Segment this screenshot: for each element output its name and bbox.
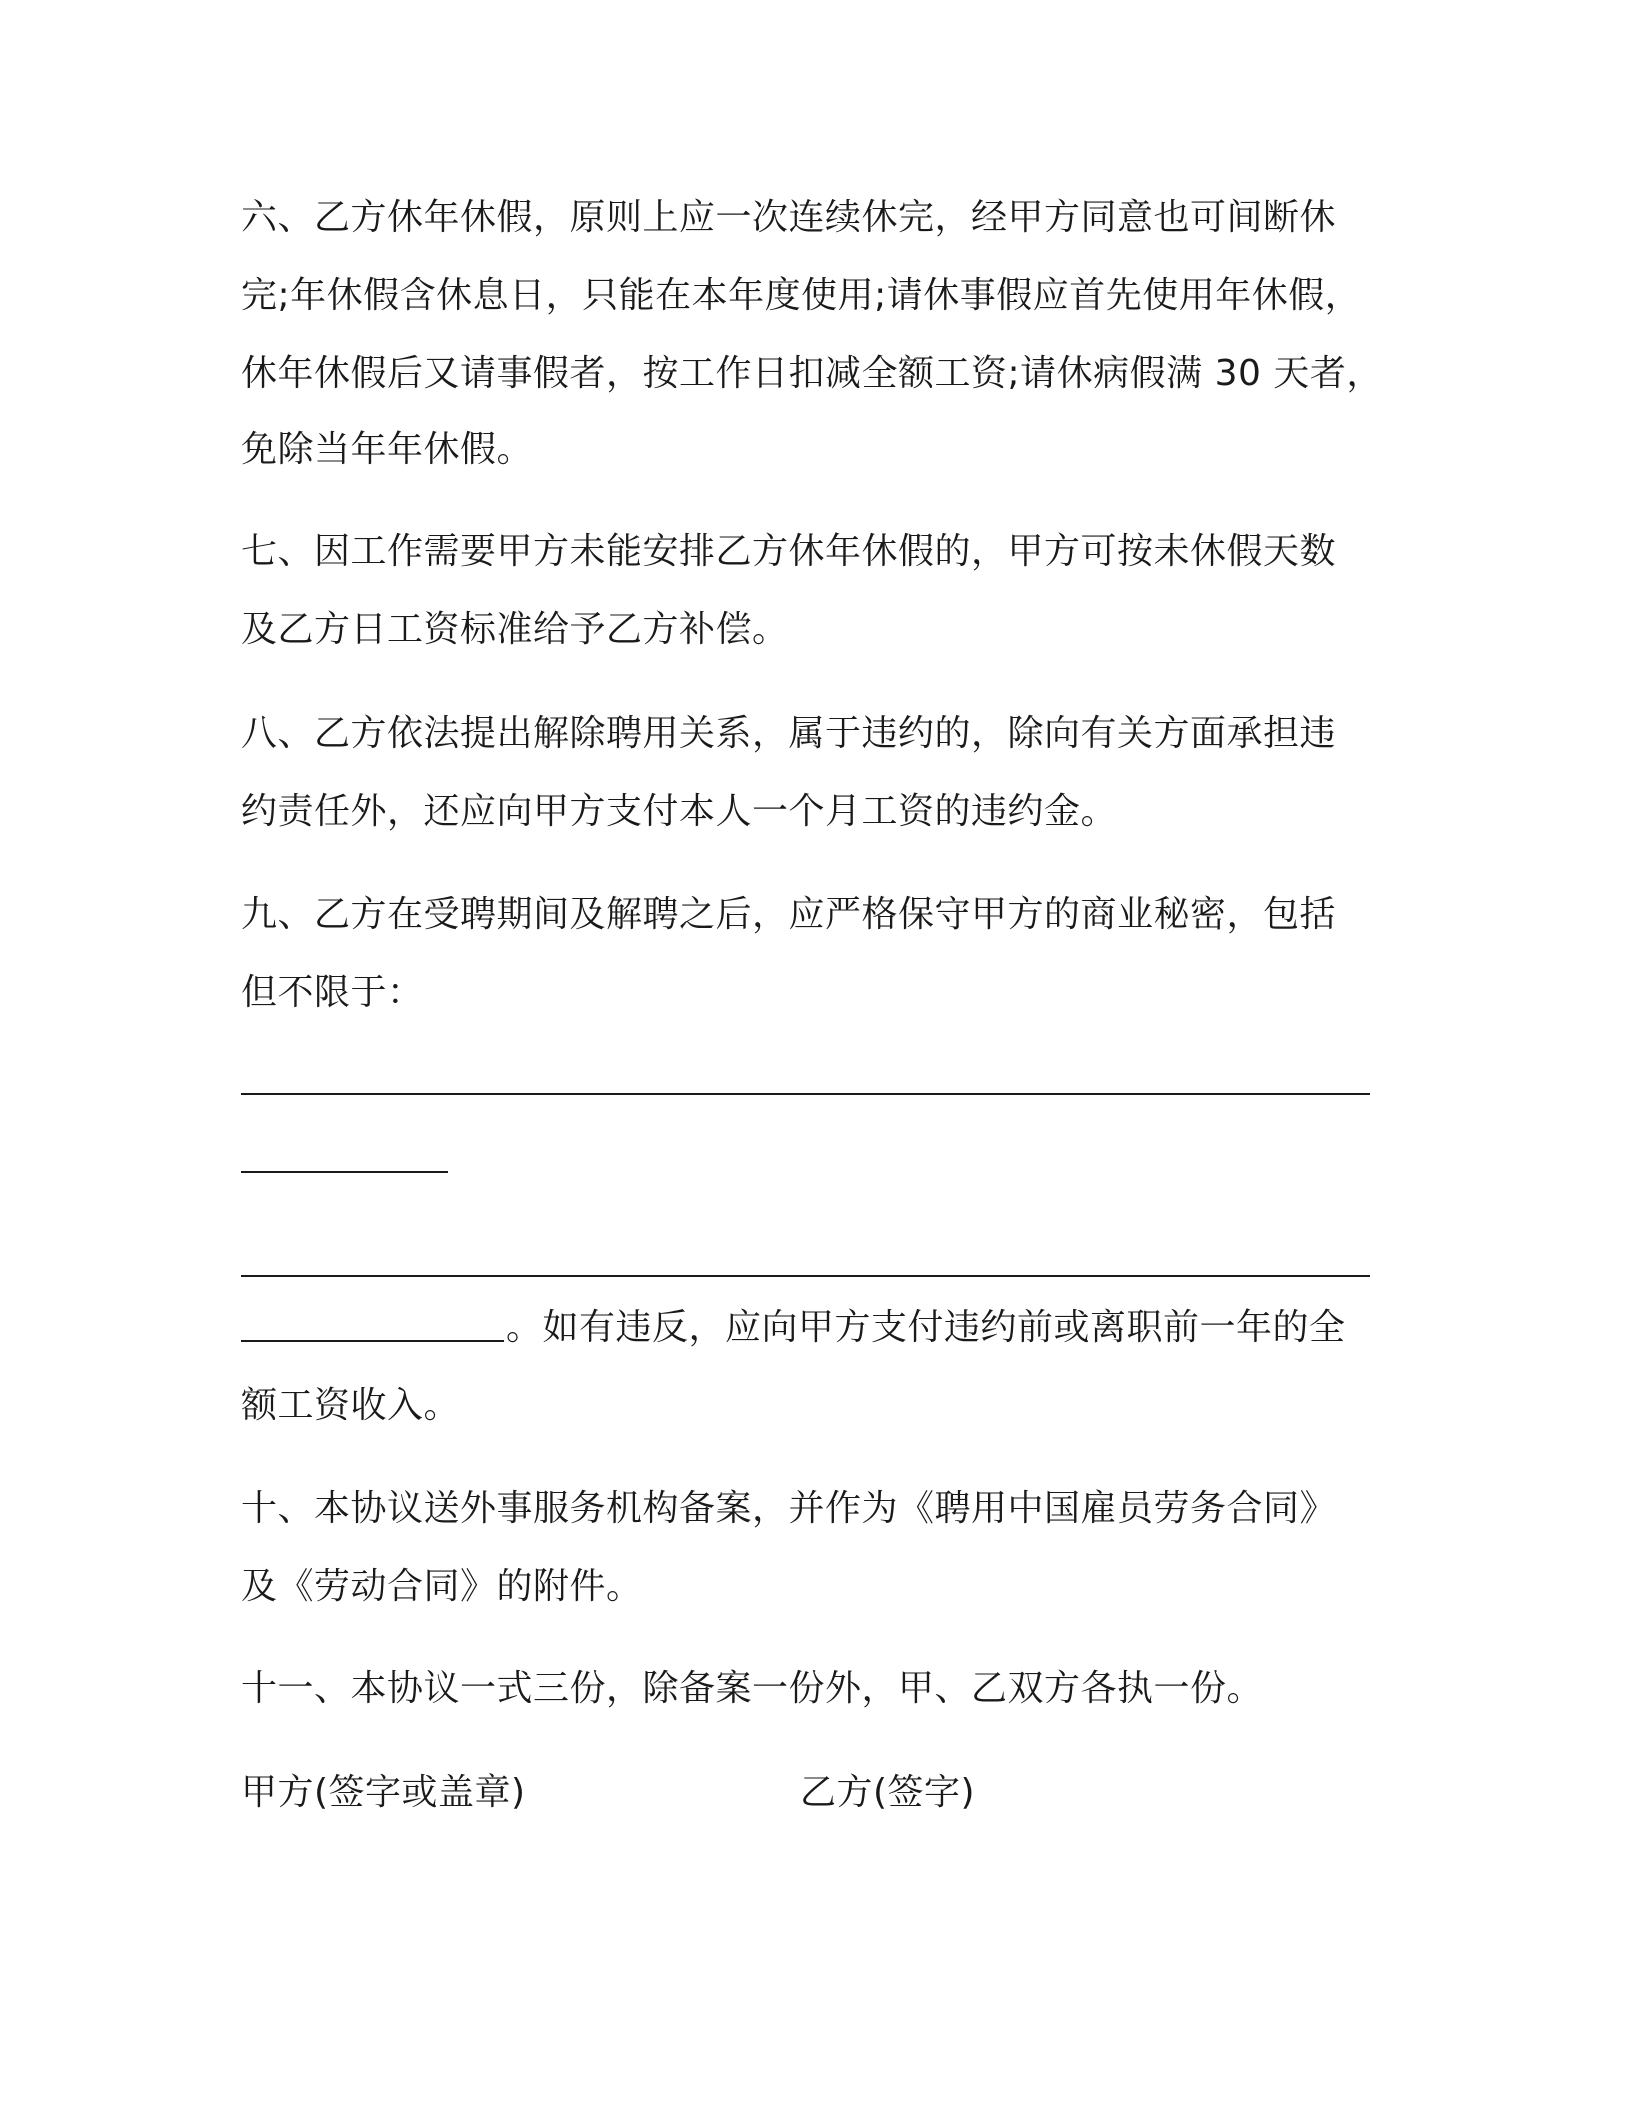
clause-eight-line-1: 八、乙方依法提出解除聘用关系，属于违约的，除向有关方面承担违 — [241, 713, 1337, 754]
clause-ten-line-2: 及《劳动合同》的附件。 — [241, 1566, 643, 1607]
party-b-signature-label: 乙方(签字) — [800, 1772, 976, 1813]
clause-six-line-1: 六、乙方休年休假，原则上应一次连续休完，经甲方同意也可间断休 — [241, 197, 1337, 238]
clause-six-line-4: 免除当年年休假。 — [241, 429, 534, 470]
clause-nine-line-1: 九、乙方在受聘期间及解聘之后，应严格保守甲方的商业秘密，包括 — [241, 894, 1337, 935]
blank-fill-line — [241, 1093, 1370, 1095]
clause-eleven-line-1: 十一、本协议一式三份，除备案一份外，甲、乙双方各执一份。 — [241, 1668, 1264, 1709]
blank-fill-line — [241, 1171, 448, 1173]
clause-eight-line-2: 约责任外，还应向甲方支付本人一个月工资的违约金。 — [241, 791, 1118, 832]
clause-six-line-2: 完;年休假含休息日，只能在本年度使用;请休事假应首先使用年休假， — [241, 275, 1362, 316]
clause-seven-line-2: 及乙方日工资标准给予乙方补偿。 — [241, 609, 789, 650]
clause-nine-line-last: 额工资收入。 — [241, 1385, 461, 1426]
clause-nine-continuation: 。如有违反，应向甲方支付违约前或离职前一年的全 — [506, 1307, 1346, 1348]
clause-six-line-3: 休年休假后又请事假者，按工作日扣减全额工资;请休病假满 30 天者， — [241, 353, 1383, 394]
clause-ten-line-1: 十、本协议送外事服务机构备案，并作为《聘用中国雇员劳务合同》 — [241, 1488, 1337, 1529]
party-a-signature-label: 甲方(签字或盖章) — [241, 1772, 526, 1813]
clause-nine-line-2: 但不限于： — [241, 972, 424, 1013]
clause-seven-line-1: 七、因工作需要甲方未能安排乙方休年休假的，甲方可按未休假天数 — [241, 531, 1337, 572]
blank-fill-line — [241, 1340, 504, 1342]
blank-fill-line — [241, 1275, 1370, 1277]
